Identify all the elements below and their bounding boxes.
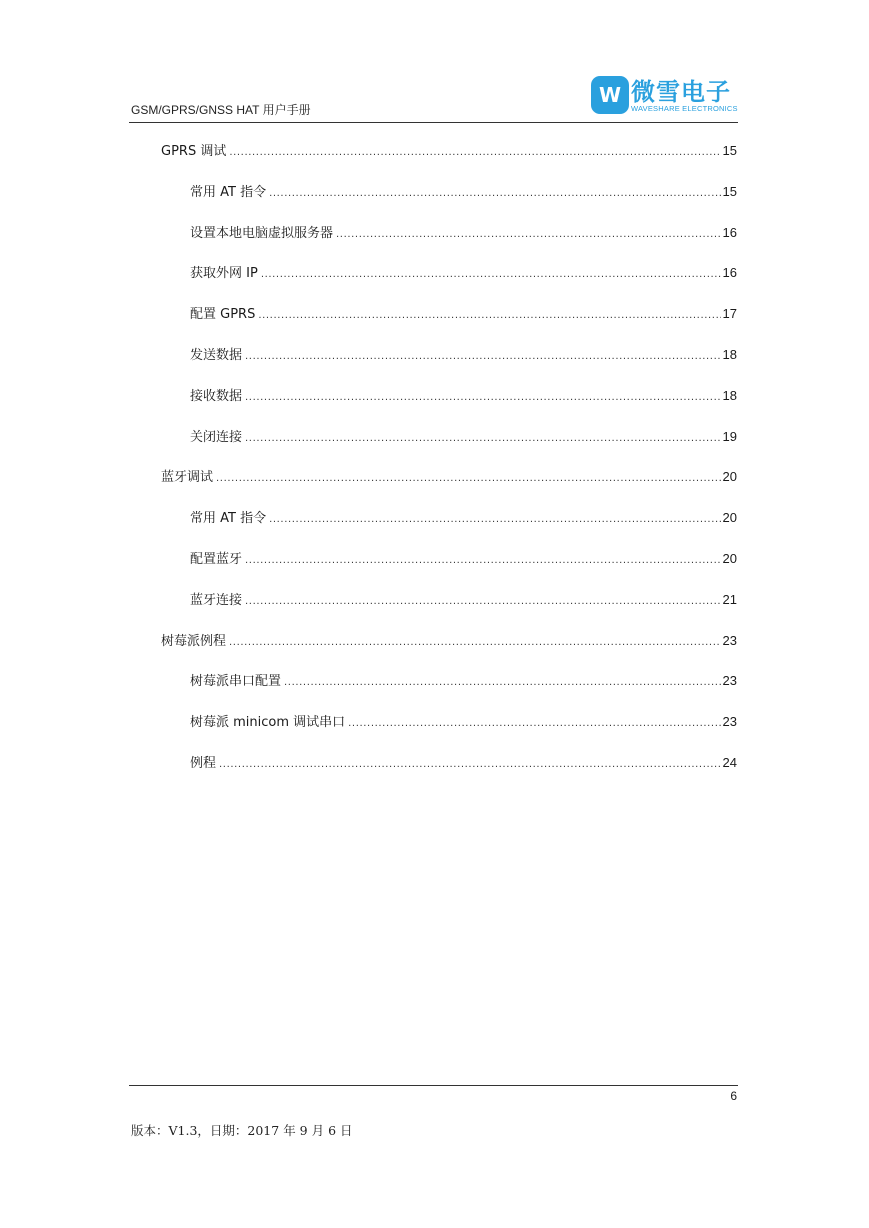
toc-entry-title: 接收数据: [190, 389, 243, 404]
toc-dot-leader: [229, 634, 721, 652]
toc-dot-leader: [336, 226, 721, 244]
toc-entry-title: 常用 AT 指令: [190, 511, 267, 526]
toc-entry[interactable]: [190, 754, 737, 772]
toc-entry-page: 15: [722, 143, 737, 158]
toc-entry-title: GPRS 调试: [161, 144, 227, 159]
toc-entry[interactable]: [190, 509, 737, 527]
footer-divider: [129, 1085, 738, 1086]
toc-entry[interactable]: [190, 224, 737, 242]
toc-entry-page: 16: [722, 265, 737, 280]
toc-entry[interactable]: [190, 346, 737, 364]
toc-dot-leader: [245, 593, 721, 611]
toc-dot-leader: [269, 511, 720, 529]
toc-entry-page: 24: [722, 755, 737, 770]
toc-entry-title: 常用 AT 指令: [190, 185, 267, 200]
toc-entry-page: 17: [722, 306, 737, 321]
toc-entry-title: 树莓派 minicom 调试串口: [190, 715, 346, 730]
toc-entry-title: 发送数据: [190, 348, 243, 363]
toc-entry-page: 16: [722, 225, 737, 240]
waveshare-logo: [591, 74, 737, 118]
toc-entry-page: 20: [722, 551, 737, 566]
toc-entry[interactable]: [190, 550, 737, 568]
toc-entry-page: 21: [722, 592, 737, 607]
version-date-line: 版本：V1.3，日期：2017 年 9 月 6 日: [131, 1123, 353, 1138]
toc-entry[interactable]: [190, 672, 737, 690]
toc-entry[interactable]: [190, 305, 737, 323]
toc-entry-title: 获取外网 IP: [190, 266, 258, 281]
logo-badge-icon: W: [591, 76, 629, 114]
toc-entry-page: 19: [722, 429, 737, 444]
toc-dot-leader: [245, 348, 721, 366]
toc-entry-page: 23: [722, 633, 737, 648]
toc-entry[interactable]: [190, 387, 737, 405]
toc-dot-leader: [229, 144, 720, 162]
toc-dot-leader: [269, 185, 720, 203]
toc-entry[interactable]: [190, 264, 737, 282]
toc-dot-leader: [245, 430, 721, 448]
toc-entry-title: 关闭连接: [190, 430, 243, 445]
toc-dot-leader: [348, 715, 720, 733]
toc-entry-title: 树莓派例程: [161, 634, 227, 649]
toc-entry[interactable]: [161, 142, 737, 160]
toc-entry-title: 树莓派串口配置: [190, 674, 282, 689]
toc-dot-leader: [216, 470, 721, 488]
toc-entry[interactable]: [190, 428, 737, 446]
toc-dot-leader: [245, 389, 721, 407]
toc-entry[interactable]: [190, 591, 737, 609]
logo-chinese-text: 微雪电子: [631, 78, 731, 106]
toc-entry[interactable]: [161, 632, 737, 650]
toc-entry-title: 配置蓝牙: [190, 552, 243, 567]
toc-entry-page: 23: [722, 673, 737, 688]
toc-dot-leader: [258, 307, 720, 325]
toc-entry-page: 20: [722, 510, 737, 525]
toc-entry-title: 设置本地电脑虚拟服务器: [190, 226, 334, 241]
toc-entry-title: 蓝牙连接: [190, 593, 243, 608]
toc-entry-title: 例程: [190, 756, 217, 771]
toc-entry-page: 20: [722, 469, 737, 484]
page-number: 6: [730, 1089, 737, 1103]
toc-dot-leader: [284, 674, 721, 692]
toc-dot-leader: [261, 266, 721, 284]
toc-entry-page: 18: [722, 347, 737, 362]
toc-entry[interactable]: [161, 468, 737, 486]
toc-dot-leader: [245, 552, 721, 570]
header-divider: [129, 122, 738, 123]
toc-entry[interactable]: [190, 713, 737, 731]
toc-dot-leader: [219, 756, 721, 774]
toc-entry[interactable]: [190, 183, 737, 201]
toc-entry-title: 蓝牙调试: [161, 470, 214, 485]
logo-english-text: WAVESHARE ELECTRONICS: [631, 104, 738, 113]
toc-entry-page: 23: [722, 714, 737, 729]
document-title: GSM/GPRS/GNSS HAT 用户手册: [131, 103, 311, 117]
toc-entry-title: 配置 GPRS: [190, 307, 256, 322]
toc-entry-page: 18: [722, 388, 737, 403]
toc-entry-page: 15: [722, 184, 737, 199]
